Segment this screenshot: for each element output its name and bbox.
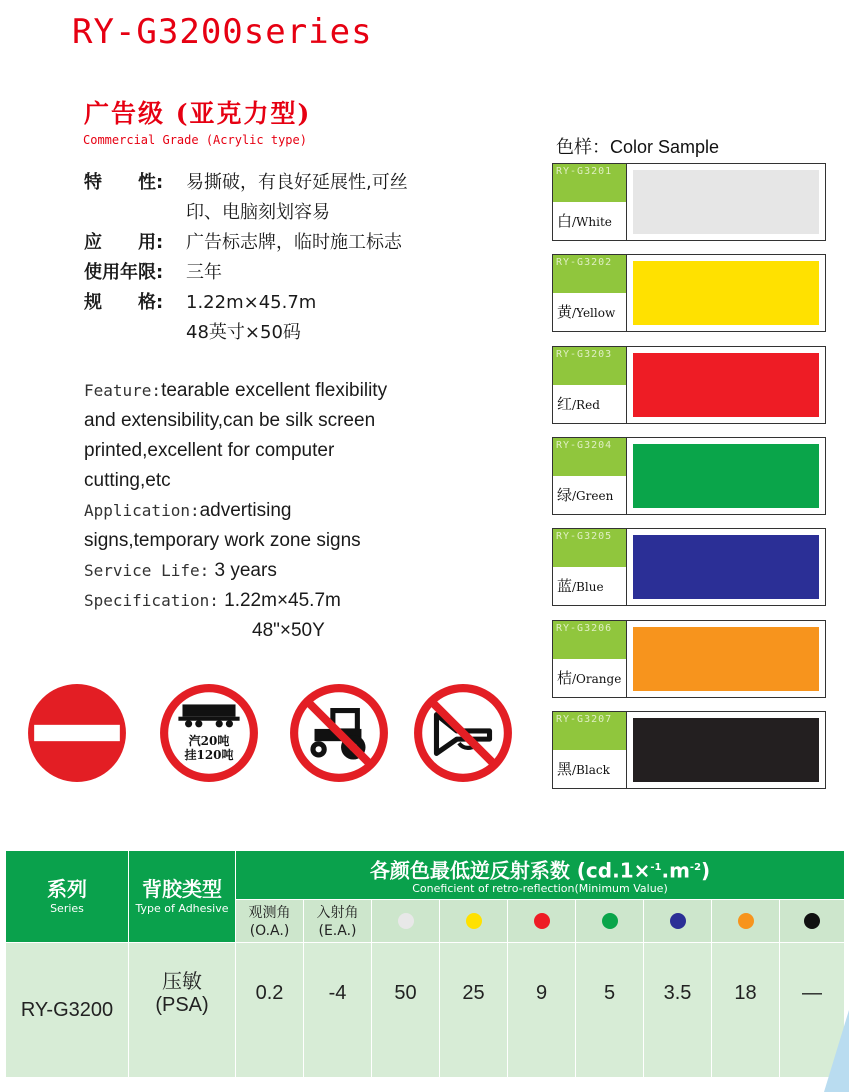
ea-header: 入射角 (E.A.) xyxy=(304,900,371,942)
application-text-l2: signs,temporary work zone signs xyxy=(84,530,361,551)
swatch-name: 绿/Green xyxy=(557,486,614,504)
swatch-color-block xyxy=(633,170,819,234)
swatch-color-block xyxy=(633,718,819,782)
swatch-code: RY-G3207 xyxy=(553,712,626,750)
grade-title-cn: 广告级 (亚克力型) xyxy=(84,99,312,128)
swatch-divider xyxy=(626,438,627,514)
color-dot-icon xyxy=(466,913,482,929)
grade-title-en: Commercial Grade (Acrylic type) xyxy=(83,133,307,147)
coefficient-value-cell: 50 xyxy=(372,943,439,1077)
cn-spec-value: 易撕破，有良好延展性,可丝 印、电脑刻划容易 xyxy=(186,172,408,223)
no-horn-sign-icon xyxy=(412,682,514,784)
spec-text: 1.22m×45.7m xyxy=(224,590,341,611)
color-dot-icon xyxy=(738,913,754,929)
spec-text-l2: 48"×50Y xyxy=(252,620,325,641)
swatch-name: 蓝/Blue xyxy=(557,577,604,595)
swatch-divider xyxy=(626,712,627,788)
application-label: Application: xyxy=(84,501,200,520)
swatch-code: RY-G3203 xyxy=(553,347,626,385)
cn-spec-feature xyxy=(84,168,408,228)
life-text: 3 years xyxy=(214,560,277,581)
series-cell: RY-G3200 xyxy=(6,943,128,1077)
en-specs xyxy=(84,376,387,646)
truck-limit-line2: 挂120吨 xyxy=(184,748,234,762)
application-text: advertising xyxy=(199,500,292,521)
feature-text-l2: and extensibility,can be silk screen xyxy=(84,410,376,431)
adhesive-header: 背胶类型 Type of Adhesive xyxy=(129,851,235,942)
cn-spec-value: 广告标志牌，临时施工标志 xyxy=(186,232,402,253)
cn-spec-value: 三年 xyxy=(186,262,222,283)
coefficient-value-cell: 25 xyxy=(440,943,507,1077)
color-swatch xyxy=(552,528,826,606)
cn-spec-application xyxy=(84,228,402,258)
cn-spec-size xyxy=(84,288,316,348)
coefficient-value-cell: 9 xyxy=(508,943,575,1077)
swatch-code: RY-G3205 xyxy=(553,529,626,567)
no-heavy-trucks-sign-icon xyxy=(158,682,260,784)
life-label: Service Life: xyxy=(84,561,210,580)
cn-spec-label: 使用年限: xyxy=(84,262,164,283)
swatch-color-block xyxy=(633,444,819,508)
color-swatch xyxy=(552,711,826,789)
series-header: 系列 Series xyxy=(6,851,128,942)
coefficient-value-cell: 18 xyxy=(712,943,779,1077)
swatch-name: 黄/Yellow xyxy=(557,303,616,321)
swatch-name: 桔/Orange xyxy=(557,669,622,687)
color-swatch xyxy=(552,346,826,424)
page-title: RY-G3200series xyxy=(72,12,373,52)
cn-spec-life xyxy=(84,258,222,288)
feature-text: tearable excellent flexibility xyxy=(161,380,388,401)
swatch-divider xyxy=(626,255,627,331)
adhesive-cell: 压敏 (PSA) xyxy=(129,943,235,1077)
coefficient-value-cell: 5 xyxy=(576,943,643,1077)
coefficient-value-cell: — xyxy=(780,943,844,1077)
swatch-code: RY-G3202 xyxy=(553,255,626,293)
swatch-code: RY-G3204 xyxy=(553,438,626,476)
oa-header: 观测角 (O.A.) xyxy=(236,900,303,942)
swatch-divider xyxy=(626,529,627,605)
coefficient-header: 各颜色最低逆反射系数 $(cd.1\times^{-1}.m^{-2})$ Coneficient of retro-reflection(Minimum Value) xyxy=(236,851,844,899)
ea-value-cell: -4 xyxy=(304,943,371,1077)
color-swatch xyxy=(552,620,826,698)
spec-label: Specification: xyxy=(84,591,219,610)
cn-spec-label: 特 性: xyxy=(84,172,164,193)
feature-label: Feature: xyxy=(84,381,162,400)
color-dot-icon xyxy=(534,913,550,929)
color-dot-header xyxy=(644,900,711,942)
swatch-code: RY-G3201 xyxy=(553,164,626,202)
reflection-table xyxy=(6,851,844,1077)
swatch-color-block xyxy=(633,535,819,599)
color-dot-header xyxy=(372,900,439,942)
color-dot-header xyxy=(508,900,575,942)
swatch-divider xyxy=(626,164,627,240)
swatch-color-block xyxy=(633,261,819,325)
cn-spec-value: 1.22m×45.7m 48英寸×50码 xyxy=(186,292,317,343)
swatch-name: 红/Red xyxy=(557,395,600,413)
color-dot-icon xyxy=(804,913,820,929)
oa-value-cell: 0.2 xyxy=(236,943,303,1077)
color-sample-title: 色样：Color Sample xyxy=(556,137,720,157)
color-swatch xyxy=(552,254,826,332)
swatch-name: 黑/Black xyxy=(557,760,610,778)
color-dot-header xyxy=(576,900,643,942)
color-swatch xyxy=(552,437,826,515)
color-dot-icon xyxy=(398,913,414,929)
no-entry-sign-icon xyxy=(26,682,128,784)
truck-limit-line1: 汽20吨 xyxy=(188,734,230,748)
swatch-divider xyxy=(626,347,627,423)
corner-accent-icon xyxy=(822,1010,849,1092)
color-swatch xyxy=(552,163,826,241)
swatch-code: RY-G3206 xyxy=(553,621,626,659)
feature-text-l3: printed,excellent for computer xyxy=(84,440,335,461)
color-dot-icon xyxy=(602,913,618,929)
color-dot-header xyxy=(780,900,844,942)
cn-spec-label: 规 格: xyxy=(84,292,164,313)
cn-spec-label: 应 用: xyxy=(84,232,164,253)
swatch-name: 白/White xyxy=(557,212,612,230)
swatch-color-block xyxy=(633,627,819,691)
swatch-divider xyxy=(626,621,627,697)
swatch-color-block xyxy=(633,353,819,417)
no-tractor-sign-icon xyxy=(288,682,390,784)
color-dot-header xyxy=(712,900,779,942)
feature-text-l4: cutting,etc xyxy=(84,470,171,491)
color-dot-icon xyxy=(670,913,686,929)
coefficient-value-cell: 3.5 xyxy=(644,943,711,1077)
color-dot-header xyxy=(440,900,507,942)
